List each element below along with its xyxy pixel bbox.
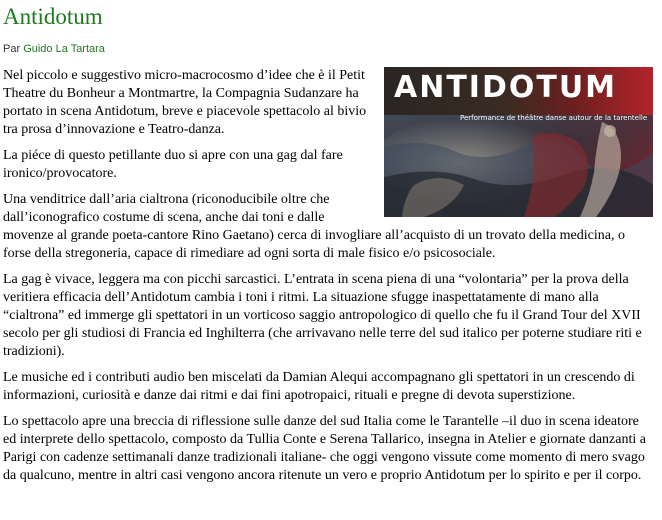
paragraph: Le musiche ed i contributi audio ben miscelati da Damian Alequi accompagnano gli spettatori in un crescendo di informazioni, curiosità e danze dai ritmi e dai fini apotropaici, rituali e pregne di devota superstizione. xyxy=(3,370,635,403)
author-link[interactable]: Guido La Tartara xyxy=(23,43,105,55)
paragraph: La piéce di questo petillante duo si apre con una gag dal fare ironico/provocatore. xyxy=(3,148,343,181)
byline-prefix: Par xyxy=(3,43,21,55)
article-body xyxy=(3,67,653,493)
paragraph: Nel piccolo e suggestivo micro-macrocosmo d’idee che è il Petit Theatre du Bonheur a Montmartre, la Compagnia Sudanzare ha portato in scena Antidotum, breve e piacevole spettacolo al bivio tra prosa d’innovazione e Teatro-danza. xyxy=(3,68,367,137)
paragraph: Una venditrice dall’aria cialtrona (riconoducibile oltre che dall’iconografico costume di scena, anche dai toni e dalle movenze al grande poeta-cantore Rino Gaetano) cerca di invogliare all’acquisto di un trovato della medicina, o forse della stregoneria, capace di rimediare ad ogni sorta di male fisico e/o psicosociale. xyxy=(3,192,625,261)
article-title: Antidotum xyxy=(3,4,103,29)
poster-title: ANTIDOTUM xyxy=(394,70,618,105)
paragraph: La gag è vivace, leggera ma con picchi sarcastici. L’entrata in scena piena di una “volontaria” per la prova della veritiera efficacia dell’Antidotum cambia i toni i ritmi. La situazione sfugge inaspettatamente di mano alla “cialtrona” ed immerge gli spettatori in un vorticoso saggio antropologico di quello che fu il Grand Tour del XVII secolo per gli studiosi di Francia ed Inghilterra (che arrivavano nelle terre del sud italico per poterne studiare riti e tradizioni). xyxy=(3,272,642,359)
byline xyxy=(3,42,105,56)
paragraph: Lo spettacolo apre una breccia di riflessione sulle danze del sud Italia come le Tarantelle –il duo in scena ideatore ed interprete dello spettacolo, composto da Tullia Conte e Serena Tallarico, insegna in Atelier e giornate danzanti a Parigi con cadenze settimanali danze tradizionali italiane- che oggi vengono vissute come momento di mero svago da qualcuno, mentre in altri casi vengono ancora ritenute un vero e proprio Antidotum per lo spirito e per il corpo. xyxy=(3,414,646,483)
poster-subtitle: Performance de théâtre danse autour de la tarentelle xyxy=(460,114,648,122)
poster-image xyxy=(384,67,653,217)
